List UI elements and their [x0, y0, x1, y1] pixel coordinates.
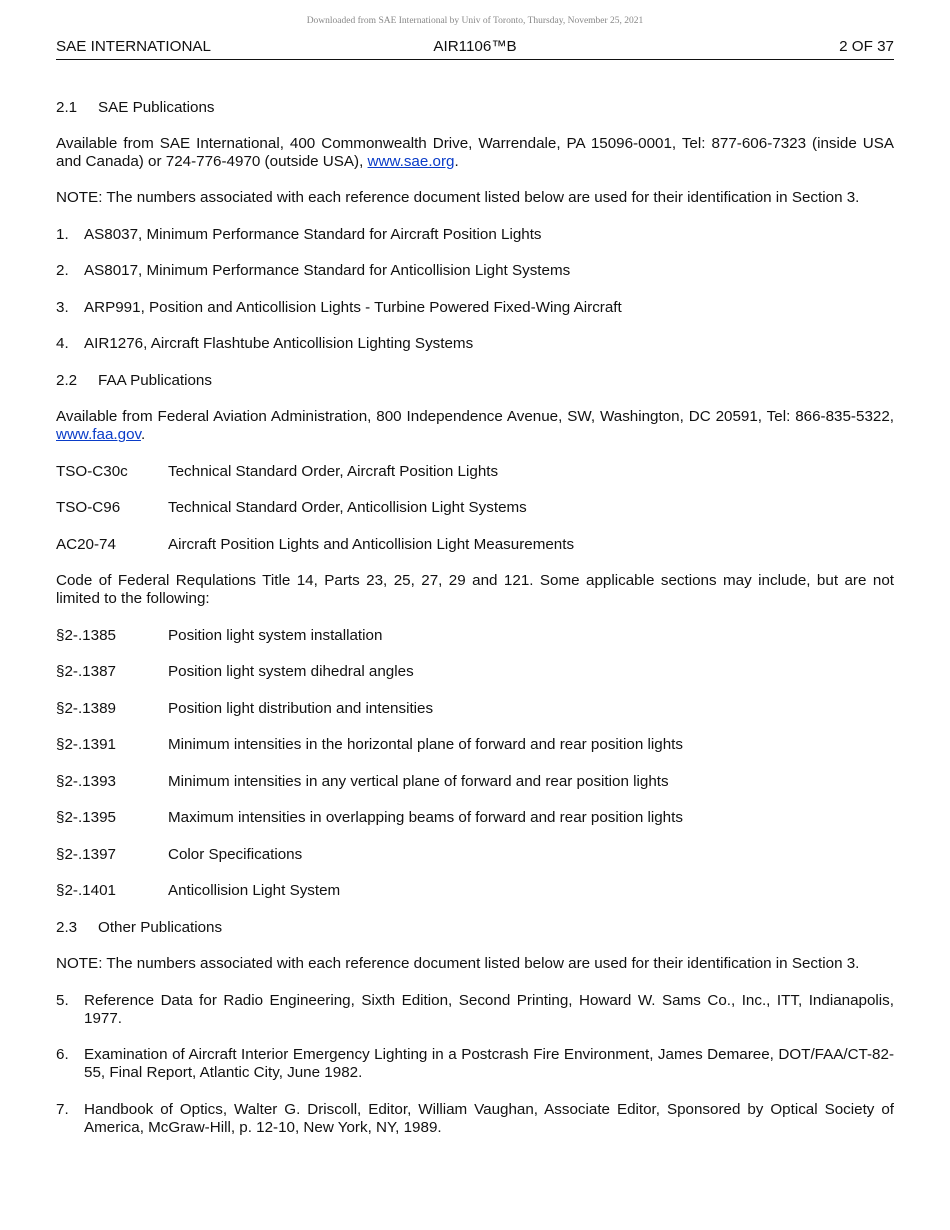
- list-item: [56, 1101, 894, 1137]
- list-item: [56, 335, 894, 353]
- cfr-section-title: Anticollision Light System: [168, 882, 341, 899]
- cfr-section-title: Position light system installation: [168, 627, 383, 644]
- section-number: 2.3: [56, 919, 78, 936]
- availability-text: Available from Federal Aviation Administration, 800 Independence Avenue, SW, Washington, DC 20591, Tel: 866-835-5322,: [56, 408, 894, 425]
- section-2-1-heading: [56, 99, 894, 117]
- cfr-section-id: §2-.1391: [56, 736, 116, 753]
- list-text: AIR1276, Aircraft Flashtube Anticollision Lighting Systems: [84, 335, 474, 352]
- header-organization: SAE INTERNATIONAL: [56, 38, 211, 55]
- list-text: ARP991, Position and Anticollision Lights - Turbine Powered Fixed-Wing Aircraft: [84, 299, 622, 316]
- header-rule: [56, 59, 894, 60]
- list-text: Examination of Aircraft Interior Emergency Lighting in a Postcrash Fire Environment, James Demaree, DOT/FAA/CT-82-55, Final Report, Atlantic City, June 1982.: [84, 1046, 894, 1082]
- cfr-section-id: §2-.1395: [56, 809, 116, 826]
- list-text: Reference Data for Radio Engineering, Sixth Edition, Second Printing, Howard W. Sams Co., Inc., ITT, Indianapolis, 1977.: [84, 992, 894, 1028]
- section-number: 2.2: [56, 372, 78, 389]
- list-item: [56, 1046, 894, 1082]
- sae-availability-paragraph: [56, 135, 894, 171]
- list-text: AS8017, Minimum Performance Standard for Anticollision Light Systems: [84, 262, 571, 279]
- cfr-section-id: §2-.1393: [56, 773, 116, 790]
- list-number: 4.: [56, 335, 69, 352]
- availability-end: .: [454, 153, 459, 171]
- sae-website-link[interactable]: www.sae.org: [367, 153, 455, 171]
- reference-title: Technical Standard Order, Aircraft Position Lights: [168, 463, 499, 480]
- reference-id: TSO-C30c: [56, 463, 128, 480]
- section-title: FAA Publications: [98, 372, 212, 389]
- faa-website-link[interactable]: www.faa.gov: [56, 426, 141, 444]
- header-page-number: 2 OF 37: [839, 38, 894, 55]
- cfr-section-title: Position light system dihedral angles: [168, 663, 414, 680]
- cfr-section-id: §2-.1389: [56, 700, 116, 717]
- list-number: 2.: [56, 262, 69, 279]
- list-item: [56, 992, 894, 1028]
- list-number: 3.: [56, 299, 69, 316]
- cfr-section-title: Position light distribution and intensities: [168, 700, 434, 717]
- reference-title: Aircraft Position Lights and Anticollision Light Measurements: [168, 536, 575, 553]
- section-2-3-heading: [56, 919, 894, 937]
- section-2-2-heading: [56, 372, 894, 390]
- header-document-id: AIR1106™B: [433, 38, 517, 55]
- section-title: SAE Publications: [98, 99, 215, 116]
- list-text: AS8037, Minimum Performance Standard for Aircraft Position Lights: [84, 226, 542, 243]
- section-number: 2.1: [56, 99, 78, 116]
- availability-end: .: [140, 426, 146, 444]
- note-paragraph: NOTE: The numbers associated with each reference document listed below are used for their identification in Section 3.: [56, 189, 860, 206]
- list-text: Handbook of Optics, Walter G. Driscoll, Editor, William Vaughan, Associate Editor, Sponsored by Optical Society of America, McGraw-Hill, p. 12-10, New York, NY, 1989.: [84, 1101, 894, 1137]
- cfr-section-title: Color Specifications: [168, 846, 303, 863]
- cfr-section-title: Maximum intensities in overlapping beams of forward and rear position lights: [168, 809, 683, 826]
- list-number: 6.: [56, 1046, 69, 1063]
- cfr-section-id: §2-.1401: [56, 882, 116, 899]
- section-title: Other Publications: [98, 919, 223, 936]
- cfr-section-title: Minimum intensities in any vertical plane of forward and rear position lights: [168, 773, 669, 790]
- cfr-section-title: Minimum intensities in the horizontal plane of forward and rear position lights: [168, 736, 683, 753]
- list-item: [56, 299, 894, 317]
- cfr-section-id: §2-.1387: [56, 663, 116, 680]
- download-banner: Downloaded from SAE International by Univ of Toronto, Thursday, November 25, 2021: [306, 16, 644, 26]
- reference-id: AC20-74: [56, 536, 116, 553]
- reference-id: TSO-C96: [56, 499, 121, 516]
- list-number: 7.: [56, 1101, 69, 1118]
- cfr-paragraph: Code of Federal Requlations Title 14, Parts 23, 25, 27, 29 and 121. Some applicable sections may include, but are not limited to the following:: [56, 572, 894, 608]
- note-paragraph: NOTE: The numbers associated with each reference document listed below are used for their identification in Section 3.: [56, 955, 860, 972]
- availability-text: Available from SAE International, 400 Commonwealth Drive, Warrendale, PA 15096-0001, Tel: 877-606-7323 (inside USA and Canada) or 724-776-4970 (outside USA),: [56, 135, 894, 171]
- faa-availability-paragraph: [56, 408, 894, 444]
- cfr-section-id: §2-.1397: [56, 846, 116, 863]
- cfr-section-id: §2-.1385: [56, 627, 116, 644]
- list-number: 5.: [56, 992, 69, 1009]
- list-number: 1.: [56, 226, 69, 243]
- list-item: [56, 262, 894, 280]
- reference-title: Technical Standard Order, Anticollision Light Systems: [168, 499, 527, 516]
- list-item: [56, 226, 894, 244]
